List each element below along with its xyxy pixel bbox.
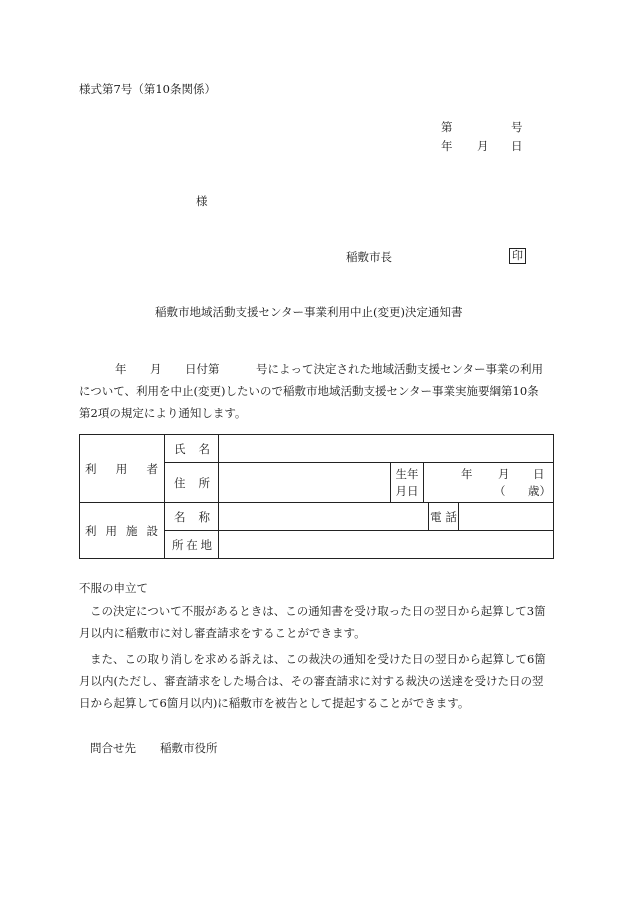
address-value[interactable] xyxy=(219,463,391,503)
form-number: 様式第7号（第10条関係） xyxy=(79,82,216,96)
body-line2: について、利用を中止(変更)したいので稲敷市地域活動支援センター事業実施要綱第10条 xyxy=(79,384,539,398)
age-label: 歳） xyxy=(528,483,551,498)
doc-number-dai: 第 xyxy=(441,120,453,134)
appeal-paragraph-1: この決定について不服があるときは、この通知書を受け取った日の翌日から起算して3箇月以内に稲敷市に対し審査請求をすることができます。 xyxy=(79,604,546,640)
name-label: 氏 名 xyxy=(165,435,219,463)
body-month: 月 xyxy=(150,362,162,376)
info-table xyxy=(79,434,554,559)
facility-name-label: 名 称 xyxy=(165,503,219,531)
facility-label: 利 用 施 設 xyxy=(80,503,165,559)
birth-value[interactable] xyxy=(424,463,554,503)
appeal-heading: 不服の申立て xyxy=(79,581,148,595)
appeal-paragraph-2: また、この取り消しを求める訴えは、この裁決の通知を受けた日の翌日から起算して6箇月以内(ただし、審査請求をした場合は、その審査請求に対する裁決の送達を受けた日の翌日から起算して6箇月以内)に稲敷市を被告として提起することができます。 xyxy=(79,652,546,710)
body-line3: 第2項の規定により通知します。 xyxy=(79,406,247,420)
phone-label: 電 話 xyxy=(429,503,459,531)
seal-mark xyxy=(509,248,526,264)
date-month: 月 xyxy=(477,139,489,153)
date-day: 日 xyxy=(511,139,523,153)
phone-value[interactable] xyxy=(459,503,554,531)
body-year: 年 xyxy=(115,362,127,376)
seal-text: 印 xyxy=(509,248,526,264)
issuer: 稲敷市長 xyxy=(346,250,392,264)
birth-day: 日 xyxy=(533,466,545,481)
body-line1-rest: 号によって決定された地域活動支援センター事業の利用 xyxy=(256,362,544,376)
contact-value: 稲敷市役所 xyxy=(160,741,218,755)
contact-label: 問合せ先 xyxy=(90,741,136,755)
birth-label: 生年 月日 xyxy=(391,463,424,503)
addressee-suffix: 様 xyxy=(196,194,208,208)
birth-year: 年 xyxy=(461,466,473,481)
name-value[interactable] xyxy=(219,435,554,463)
facility-name-value[interactable] xyxy=(219,503,429,531)
age-open: （ xyxy=(494,483,506,498)
location-value[interactable] xyxy=(219,531,554,559)
body-date-no: 日付第 xyxy=(185,362,220,376)
birth-month: 月 xyxy=(498,466,510,481)
address-label: 住 所 xyxy=(165,463,219,503)
page-title: 稲敷市地域活動支援センター事業利用中止(変更)決定通知書 xyxy=(155,305,463,319)
user-label: 利 用 者 xyxy=(80,435,165,503)
location-label: 所 在 地 xyxy=(165,531,219,559)
date-year: 年 xyxy=(441,139,453,153)
doc-number-go: 号 xyxy=(511,120,523,134)
